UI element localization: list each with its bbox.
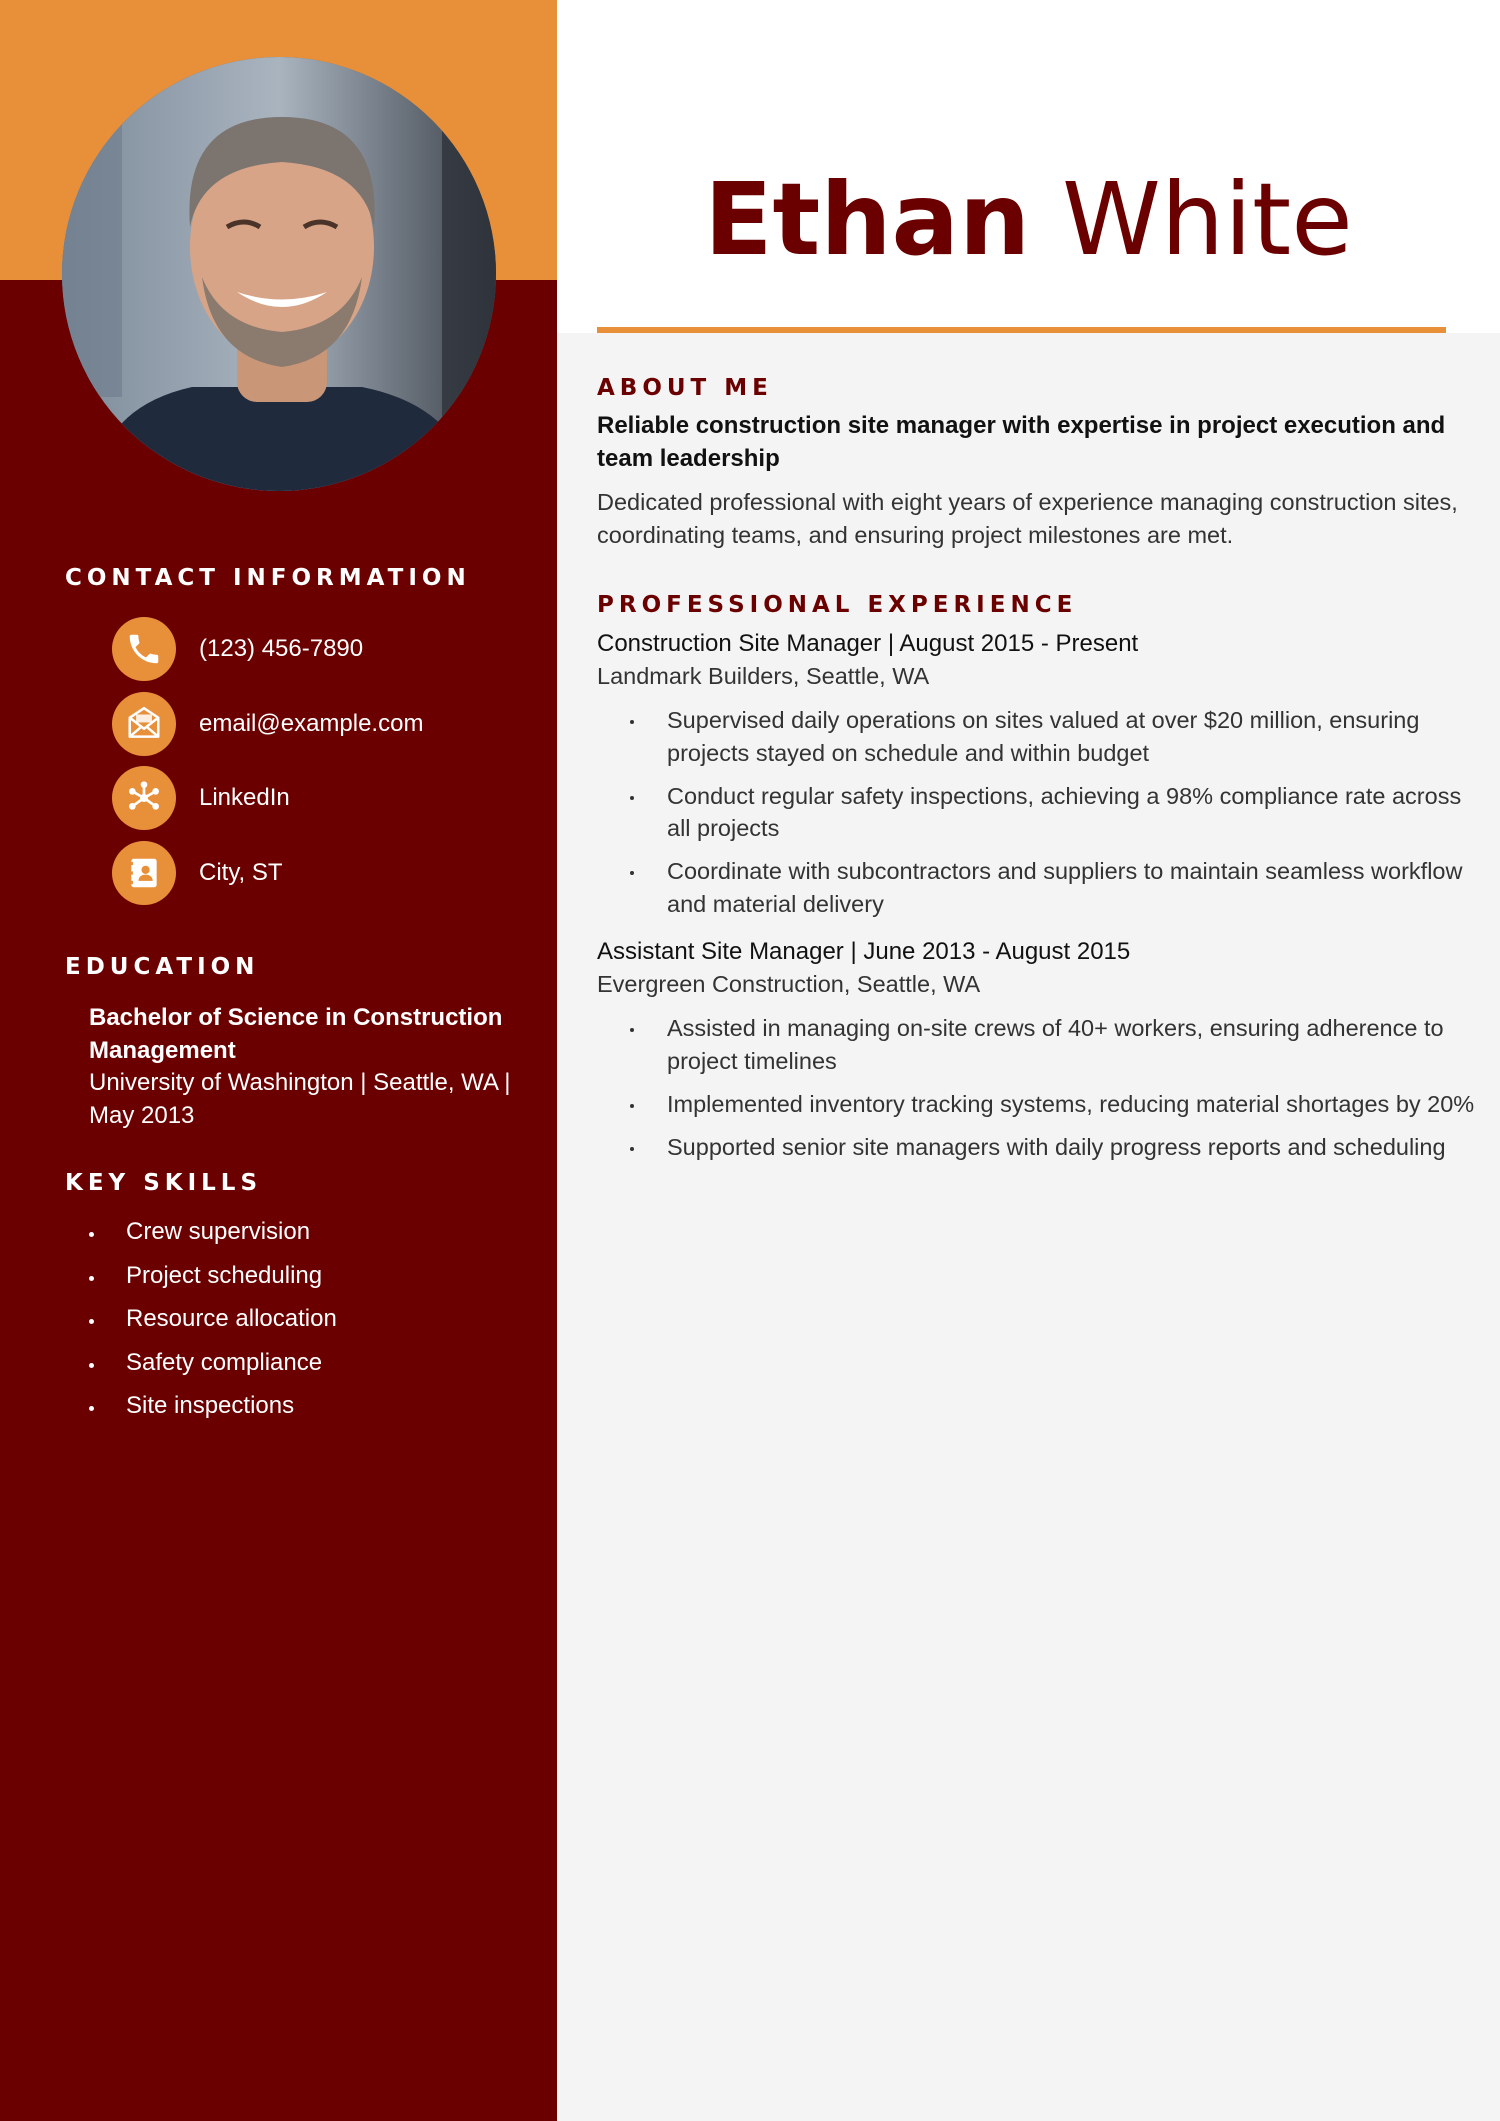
job-bullet: Supervised daily operations on sites valued at over $20 million, ensuring projects stayed on schedule and within budget bbox=[597, 704, 1477, 769]
about-title: Reliable construction site manager with expertise in project execution and team leadership bbox=[597, 412, 1446, 472]
about-heading: ABOUT ME bbox=[597, 375, 773, 401]
job-bullets bbox=[597, 1012, 1477, 1163]
education-details: University of Washington | Seattle, WA | May 2013 bbox=[89, 1069, 511, 1129]
skill-item: Project scheduling bbox=[89, 1262, 337, 1306]
experience-heading: PROFESSIONAL EXPERIENCE bbox=[597, 592, 1078, 618]
contact-linkedin-text[interactable]: LinkedIn bbox=[199, 784, 290, 811]
contact-phone-text[interactable]: (123) 456-7890 bbox=[199, 635, 364, 662]
job-bullet: Assisted in managing on-site crews of 40+ workers, ensuring adherence to project timelines bbox=[597, 1012, 1477, 1077]
education-heading: EDUCATION bbox=[65, 954, 260, 980]
job-title: Assistant Site Manager | June 2013 - August 2015 bbox=[597, 938, 1131, 965]
job-entry bbox=[597, 936, 1477, 1174]
job-entry bbox=[597, 628, 1477, 931]
first-name: Ethan bbox=[704, 161, 1031, 278]
contact-phone bbox=[112, 617, 363, 681]
job-bullet: Implemented inventory tracking systems, reducing material shortages by 20% bbox=[597, 1088, 1477, 1121]
about-text: Dedicated professional with eight years of experience managing construction sites, coordinating teams, and ensuring project milestones are met. bbox=[597, 489, 1458, 548]
education-degree: Bachelor of Science in Construction Management bbox=[89, 1004, 503, 1064]
skill-item: Safety compliance bbox=[89, 1349, 337, 1393]
contact-location bbox=[112, 841, 283, 905]
phone-icon bbox=[112, 617, 176, 681]
contact-email bbox=[112, 692, 423, 756]
contact-heading: CONTACT INFORMATION bbox=[65, 565, 471, 591]
job-company: Evergreen Construction, Seattle, WA bbox=[597, 971, 981, 997]
skills-list bbox=[89, 1218, 337, 1436]
profile-photo bbox=[62, 57, 496, 491]
address-book-icon bbox=[112, 841, 176, 905]
job-title: Construction Site Manager | August 2015 - Present bbox=[597, 630, 1139, 657]
contact-linkedin bbox=[112, 766, 290, 830]
job-bullet: Coordinate with subcontractors and suppliers to maintain seamless workflow and material delivery bbox=[597, 855, 1477, 920]
job-bullet: Conduct regular safety inspections, achieving a 98% compliance rate across all projects bbox=[597, 780, 1477, 845]
network-icon bbox=[112, 766, 176, 830]
education-entry bbox=[89, 1002, 529, 1132]
skill-item: Site inspections bbox=[89, 1392, 337, 1436]
contact-location-text: City, ST bbox=[199, 859, 283, 886]
job-company: Landmark Builders, Seattle, WA bbox=[597, 663, 930, 689]
job-bullet: Supported senior site managers with daily progress reports and scheduling bbox=[597, 1131, 1477, 1164]
skills-heading: KEY SKILLS bbox=[65, 1170, 263, 1196]
envelope-icon bbox=[112, 692, 176, 756]
last-name: White bbox=[1062, 161, 1353, 278]
skill-item: Crew supervision bbox=[89, 1218, 337, 1262]
job-bullets bbox=[597, 704, 1477, 920]
skill-item: Resource allocation bbox=[89, 1305, 337, 1349]
contact-email-text[interactable]: email@example.com bbox=[199, 710, 424, 737]
header-divider bbox=[597, 327, 1446, 333]
candidate-name bbox=[557, 160, 1500, 280]
